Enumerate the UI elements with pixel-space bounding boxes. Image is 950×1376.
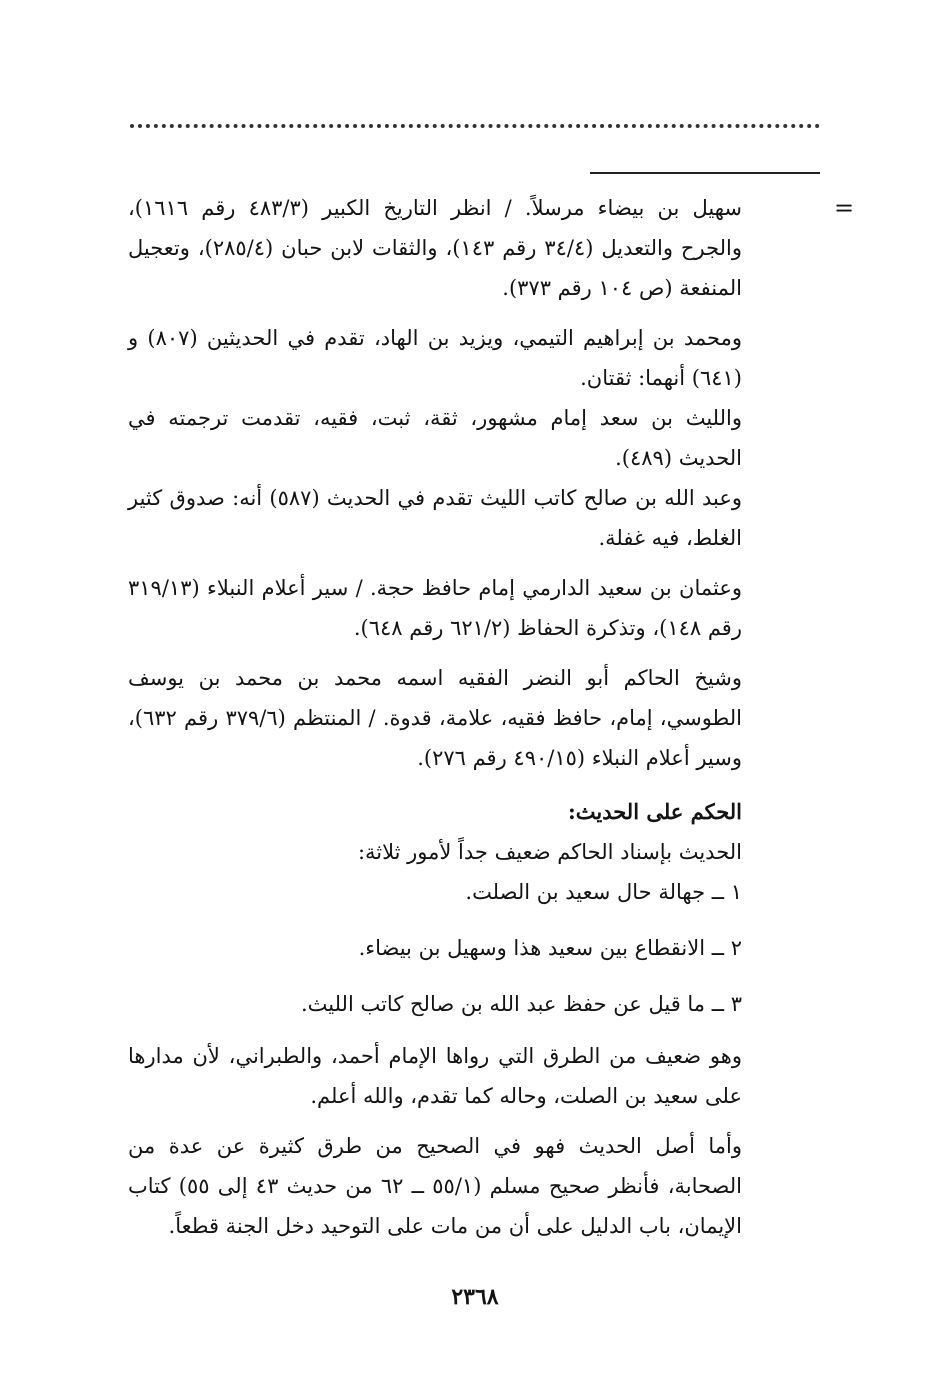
page-number: ٢٣٦٨ <box>451 1284 499 1310</box>
ruling-intro: الحديث بإسناد الحاكم ضعيف جداً لأمور ثلاثة: <box>357 840 742 864</box>
footnote-paragraph: وعثمان بن سعيد الدارمي إمام حافظ حجة. / سير أعلام النبلاء (٣١٩/١٣ رقم ١٤٨)، وتذكرة الحفاظ (٦٢١/٢ رقم ٦٤٨). <box>128 576 742 640</box>
footnote-paragraph: والليث بن سعد إمام مشهور، ثقة، ثبت، فقيه، تقدمت ترجمته في الحديث (٤٨٩). <box>128 406 742 470</box>
ruling-item: ٢ ــ الانقطاع بين سعيد هذا وسهيل بن بيضاء. <box>358 936 742 960</box>
dotted-separator <box>130 124 820 128</box>
continuation-mark: = <box>834 194 855 222</box>
ruling-heading: الحكم على الحديث: <box>568 799 742 824</box>
footnote-paragraph: سهيل بن بيضاء مرسلاً. / انظر التاريخ الكبير (٤٨٣/٣ رقم ١٦١٦)، والجرح والتعديل (٣٤/٤ رقم ١٤٣)، والثقات لابن حبان (٢٨٥/٤)، وتعجيل المنفعة (ص ١٠٤ رقم ٣٧٣). <box>128 196 742 300</box>
ruling-closing-paragraph: وأما أصل الحديث فهو في الصحيح من طرق كثيرة عن عدة من الصحابة، فأنظر صحيح مسلم (٥٥/١ ــ ٦٢ من حديث ٤٣ إلى ٥٥) كتاب الإيمان، باب الدليل على أن من مات على التوحيد دخل الجنة قطعاً. <box>128 1134 743 1238</box>
ruling-closing-paragraph: وهو ضعيف من الطرق التي رواها الإمام أحمد، والطبراني، لأن مدارها على سعيد بن الصلت، وحاله كما تقدم، والله أعلم. <box>128 1044 742 1108</box>
ruling-item: ١ ــ جهالة حال سعيد بن الصلت. <box>465 880 742 904</box>
page-body <box>128 188 742 1256</box>
ruling-item: ٣ ــ ما قيل عن حفظ عبد الله بن صالح كاتب الليث. <box>300 992 742 1016</box>
footnote-paragraph: وعبد الله بن صالح كاتب الليث تقدم في الحديث (٥٨٧) أنه: صدوق كثير الغلط، فيه غفلة. <box>128 486 743 550</box>
footnote-paragraph: وشيخ الحاكم أبو النضر الفقيه اسمه محمد بن محمد بن يوسف الطوسي، إمام، حافظ فقيه، علامة، قدوة. / المنتظم (٣٧٩/٦ رقم ٦٣٢)، وسير أعلام النبلاء (٤٩٠/١٥ رقم ٢٧٦). <box>128 666 742 770</box>
footnote-rule <box>590 172 820 174</box>
footnote-paragraph: ومحمد بن إبراهيم التيمي، ويزيد بن الهاد، تقدم في الحديثين (٨٠٧) و (٦٤١) أنهما: ثقتان. <box>128 326 742 390</box>
